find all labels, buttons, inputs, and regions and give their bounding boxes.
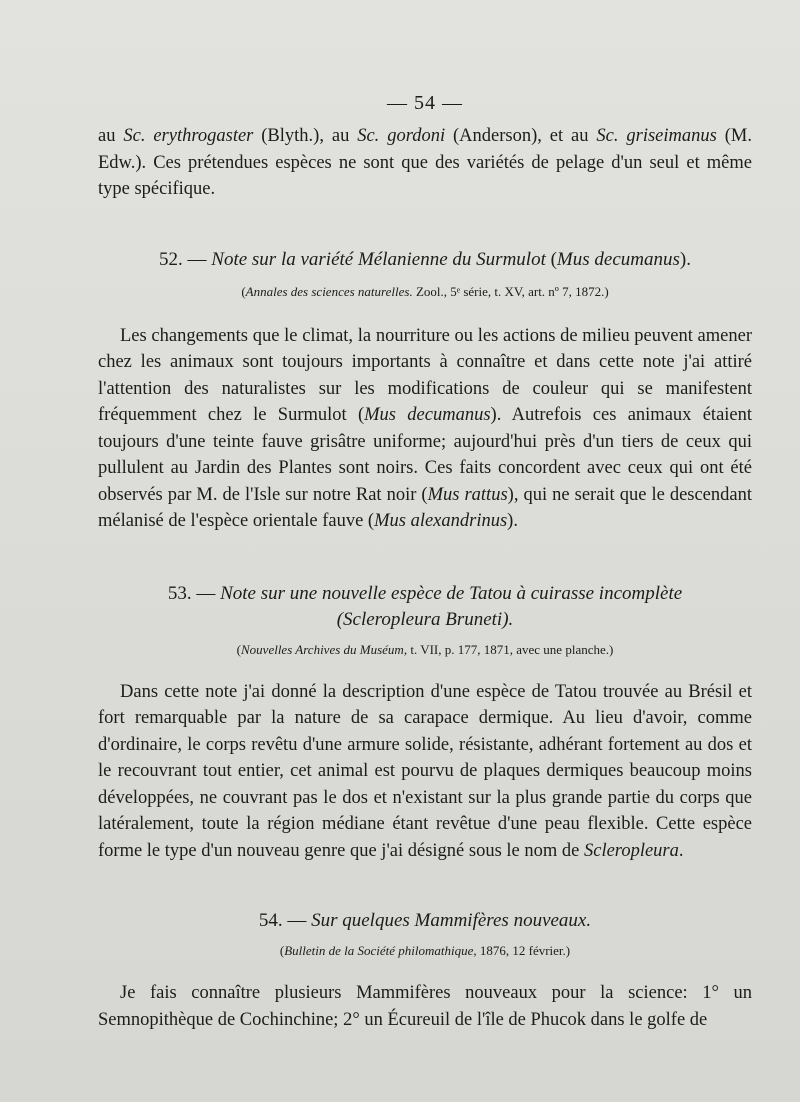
title-run: Mélanienne du Surmulot xyxy=(357,248,546,270)
text-run: (Blyth.), au xyxy=(253,126,358,146)
section-53-heading xyxy=(98,581,752,633)
species-name: Sc. gordoni xyxy=(357,126,446,146)
text-run: Dans cette note j'ai donné la description d'une espèce de Tatou trouvée au Brésil et fort remarquable par la nature de sa carapace dermique. Au lieu d'avoir, comme d'ordinaire, le corps revêtu d'une armure solide, résistante, adhérant fortement au dos et le recouvrant tout entier, cet animal est pourvu de plaques dermiques beaucoup moins développées, ne couvrant pas le dos et n'existant sur la plus grande partie du corps que latéralement, toute la région médiane étant revêtue d'une peau flexible. Cette espèce forme le type d'un nouveau genre que j'ai désigné sous le nom de xyxy=(98,681,752,861)
title-run: Note sur une nouvelle espèce de Tatou à cuirasse incomplète xyxy=(220,582,683,604)
continued-paragraph xyxy=(98,123,752,203)
journal-name: Nouvelles Archives du Muséum, xyxy=(241,641,408,657)
text-run: au xyxy=(98,126,124,146)
text-run: . xyxy=(678,840,684,861)
title-run: Note sur la variété xyxy=(211,248,358,270)
section-number: 52. — xyxy=(159,248,212,270)
section-53-reference xyxy=(98,641,752,659)
ref-run: 1876, 12 février.) xyxy=(476,943,571,958)
ref-run: ( xyxy=(241,283,246,299)
ref-run: ( xyxy=(279,943,285,958)
species-name: Mus decumanus xyxy=(556,248,680,270)
text-run: (M. Edw.). Ces prétendues espèces ne sont que des variétés de pelage d'un seul et même type spécifique. xyxy=(98,126,752,199)
section-52-heading xyxy=(98,247,752,273)
section-54-heading xyxy=(98,908,752,934)
section-54-reference xyxy=(98,942,752,960)
text-run: ). xyxy=(507,511,518,531)
species-name: Mus rattus xyxy=(427,484,508,505)
species-name: Sc. griseimanus xyxy=(596,126,717,146)
ref-run: ( xyxy=(236,641,241,657)
species-name: Sc. erythrogaster xyxy=(123,126,254,146)
page-content xyxy=(98,92,752,1033)
journal-name: Annales des sciences naturelles. xyxy=(245,283,413,299)
section-number: 53. — xyxy=(167,582,221,604)
species-name: Mus alexandrinus xyxy=(374,511,508,531)
page-number: — 54 — xyxy=(387,92,463,114)
section-number: 54. — xyxy=(258,910,312,931)
title-run: ). xyxy=(679,248,691,270)
title-run: ( xyxy=(545,248,557,270)
genus-name: Scleropleura xyxy=(584,840,679,861)
text-run: Les changements que le climat, la nourriture ou les actions de milieu peuvent amener chez les animaux sont toujours importants à connaître et dans cette note j'ai attiré l'attention des naturalistes sur les modifications de couleur qui se manifestent fréquemment chez le Surmulot ( xyxy=(98,325,752,425)
text-run: ). Autrefois ces animaux étaient toujours d'une teinte fauve grisâtre uniforme; aujourd'hui près d'un tiers de ceux qui pullulent au Jardin des Plantes sont noirs. Ces faits concordent avec ceux qui ont été observés par M. de l'Isle sur notre Rat noir ( xyxy=(98,405,753,505)
text-run: ), qui ne serait que le descendant mélanisé de l'espèce orientale fauve ( xyxy=(98,484,752,531)
title-run: (Scleropleura Bruneti). xyxy=(336,608,514,630)
journal-name: Bulletin de la Société philomathique, xyxy=(284,943,477,958)
text-run: (Anderson), et au xyxy=(445,126,597,146)
ref-run: t. VII, p. 177, 1871, avec une planche.) xyxy=(407,641,614,657)
section-52-paragraph xyxy=(98,323,752,535)
section-53-paragraph xyxy=(98,679,752,865)
ref-run: Zool., 5ᵉ série, t. XV, art. nº 7, 1872.) xyxy=(412,283,609,299)
title-run: Sur quelques Mammifères nouveaux. xyxy=(311,910,592,931)
section-52-reference xyxy=(98,283,752,301)
species-name: Mus decumanus xyxy=(364,405,491,425)
section-54-paragraph: Je fais connaître plusieurs Mammifères nouveaux pour la science: 1° un Semnopithèque de Cochinchine; 2° un Écureuil de l'île de Phucok dans le golfe de xyxy=(98,983,752,1030)
